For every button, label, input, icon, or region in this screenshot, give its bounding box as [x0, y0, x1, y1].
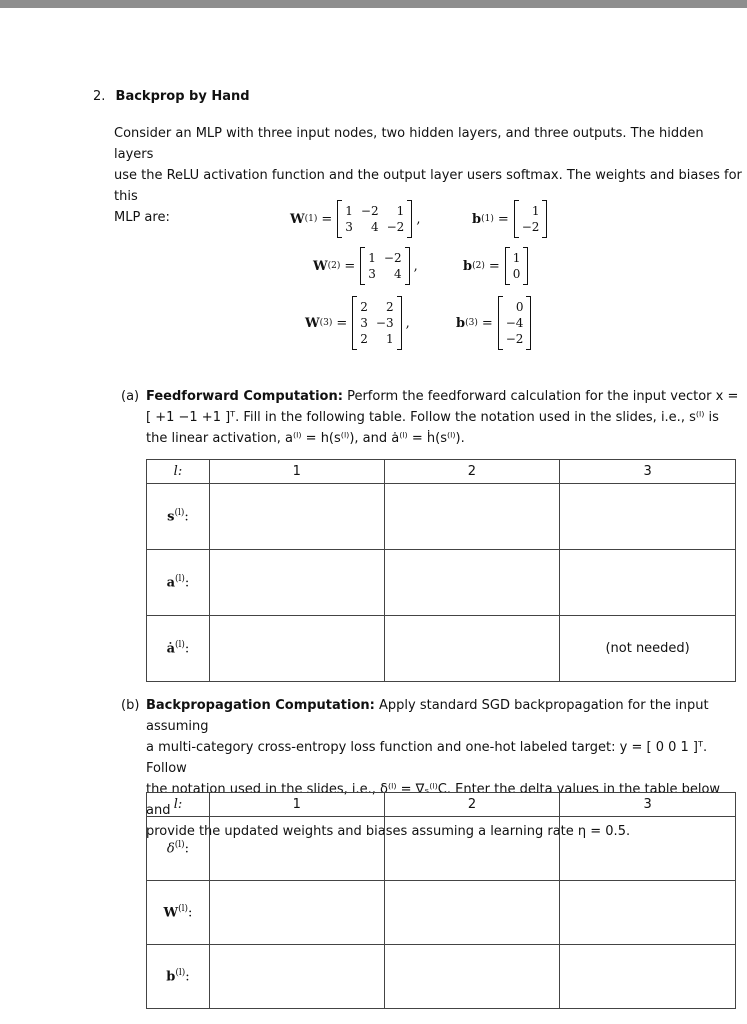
answer-cell[interactable] — [560, 817, 736, 881]
matrix-label: W (2) = — [313, 258, 356, 274]
section-number: 2. — [93, 89, 106, 104]
table-header-row — [147, 460, 736, 484]
answer-cell[interactable] — [209, 817, 384, 881]
part-b-line: a multi-category cross-entropy loss function and one-hot labeled target: y = [ 0 0 1 ]ᵀ. Follow — [146, 740, 708, 776]
answer-cell[interactable] — [560, 881, 736, 945]
table-corner: l: — [147, 793, 210, 817]
part-a-text — [146, 386, 738, 449]
part-b-line: provide the updated weights and biases assuming a learning rate η = 0.5. — [146, 824, 631, 839]
matrix-b1 — [472, 201, 547, 237]
part-b-line: Apply standard SGD backpropagation for the input assuming — [146, 698, 709, 734]
matrix-W2: W (2) = 1 −2 3 4 , — [313, 248, 418, 284]
table-row — [147, 945, 736, 1009]
part-a-marker: (a) — [121, 389, 140, 404]
intro-line: MLP are: — [114, 210, 170, 225]
answer-cell[interactable] — [560, 945, 736, 1009]
answer-cell[interactable] — [209, 945, 384, 1009]
row-label: $b^{(l)}$: — [147, 945, 210, 1009]
column-header: 2 — [384, 793, 560, 817]
answer-cell[interactable] — [209, 550, 384, 616]
table-row — [147, 817, 736, 881]
row-label: $W^{(l)}$: — [147, 881, 210, 945]
answer-cell[interactable] — [384, 881, 560, 945]
matrix-b3 — [456, 297, 531, 349]
matrix-body: 1 −2 — [514, 201, 548, 237]
part-a-line: the linear activation, a⁽ˡ⁾ = h(s⁽ˡ⁾), and ȧ⁽ˡ⁾ = ḣ(s⁽ˡ⁾). — [146, 431, 465, 446]
part-a-title: Feedforward Computation: — [146, 389, 343, 404]
matrix-body: 1 −2 3 4 — [360, 248, 409, 284]
answer-cell[interactable] — [384, 817, 560, 881]
section-title: Backprop by Hand — [115, 89, 250, 104]
top-bar — [0, 0, 747, 8]
matrix-W3: W (3) = 2 2 3 −3 2 1 , — [305, 297, 410, 349]
matrix-label: b (1) = — [472, 211, 509, 227]
row-label: $a^{(l)}$: — [147, 550, 210, 616]
matrix-body: 1 −2 1 3 4 −2 — [337, 201, 412, 237]
answer-cell[interactable] — [209, 881, 384, 945]
row-label: $ȧ^{(l)}$: — [147, 616, 210, 682]
table-row — [147, 616, 736, 682]
section-heading — [93, 89, 250, 104]
matrix-body: 0 −4 −2 — [498, 297, 532, 349]
table-row — [147, 550, 736, 616]
column-header: 3 — [560, 460, 736, 484]
column-header: 1 — [209, 460, 384, 484]
answer-cell[interactable] — [384, 484, 560, 550]
matrix-label: b (3) = — [456, 315, 493, 331]
matrix-W1: W (1) = 1 −2 1 3 4 −2 , — [290, 201, 420, 237]
column-header: 2 — [384, 460, 560, 484]
answer-cell[interactable] — [560, 550, 736, 616]
answer-cell[interactable] — [209, 616, 384, 682]
matrix-b2 — [463, 248, 528, 284]
column-header: 1 — [209, 793, 384, 817]
intro-line: use the ReLU activation function and the output layer users softmax. The weights and biases for this — [114, 168, 742, 204]
answer-cell[interactable] — [384, 616, 560, 682]
matrix-body: 2 2 3 −3 2 1 — [352, 297, 401, 349]
matrix-body: 1 0 — [505, 248, 529, 284]
answer-cell[interactable] — [209, 484, 384, 550]
not-needed-note: (not needed) — [560, 616, 736, 682]
feedforward-table — [146, 459, 736, 682]
part-a-line: [ +1 −1 +1 ]ᵀ. Fill in the following table. Follow the notation used in the slides, i.e., s⁽ˡ⁾ is — [146, 410, 719, 425]
table-header-row — [147, 793, 736, 817]
table-row — [147, 881, 736, 945]
matrix-label: W (1) = — [290, 211, 333, 227]
part-b-line: the notation used in the slides, i.e., δ⁽ˡ⁾ = ∇ₛ⁽ˡ⁾C. Enter the delta values in the table below and — [146, 782, 721, 818]
table-corner: l: — [147, 460, 210, 484]
column-header: 3 — [560, 793, 736, 817]
answer-cell[interactable] — [384, 550, 560, 616]
row-label: $\delta^{(l)}$: — [147, 817, 210, 881]
table-row — [147, 484, 736, 550]
intro-line: Consider an MLP with three input nodes, two hidden layers, and three outputs. The hidden layers — [114, 126, 704, 162]
answer-cell[interactable] — [560, 484, 736, 550]
intro-paragraph — [114, 123, 747, 228]
part-b-marker: (b) — [121, 698, 140, 713]
backprop-table — [146, 792, 736, 1009]
matrix-label: b (2) = — [463, 258, 500, 274]
row-label: $s^{(l)}$: — [147, 484, 210, 550]
part-b-title: Backpropagation Computation: — [146, 698, 375, 713]
answer-cell[interactable] — [384, 945, 560, 1009]
part-a-line: Perform the feedforward calculation for the input vector x = — [347, 389, 739, 404]
matrix-label: W (3) = — [305, 315, 348, 331]
